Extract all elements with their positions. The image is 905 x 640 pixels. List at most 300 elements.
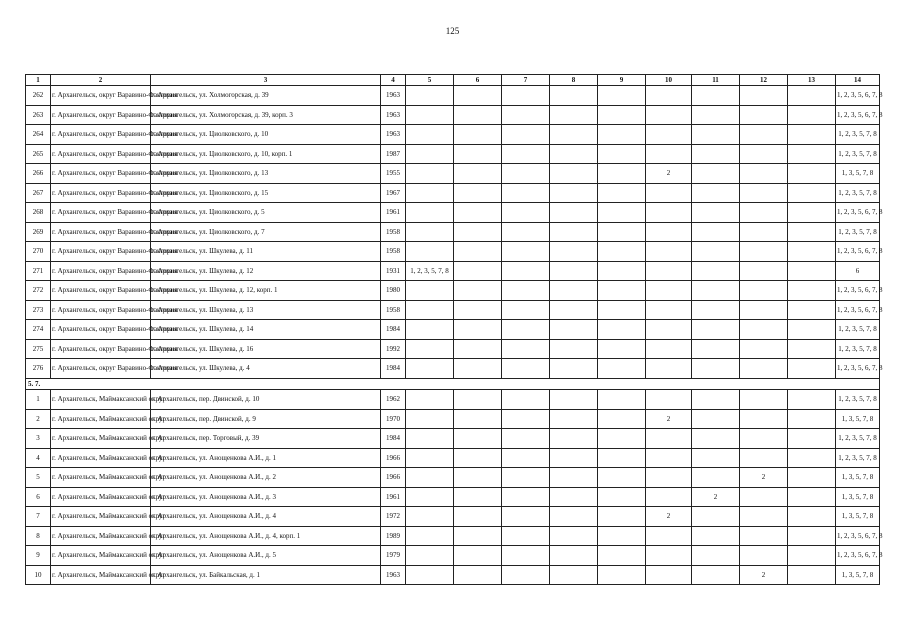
col8-cell <box>550 359 598 379</box>
row-number: 268 <box>26 203 51 223</box>
col12-cell <box>740 86 788 106</box>
col11-cell <box>692 281 740 301</box>
col5-cell <box>406 546 454 566</box>
col12-cell: 2 <box>740 565 788 585</box>
col9-cell <box>598 281 646 301</box>
col11-cell <box>692 526 740 546</box>
col10-cell <box>646 105 692 125</box>
col5-cell <box>406 429 454 449</box>
address-cell: г. Архангельск, ул. Холмогорская, д. 39, корп. 3 <box>151 105 381 125</box>
col6-cell <box>454 507 502 527</box>
table-row <box>26 105 880 125</box>
col8-cell <box>550 261 598 281</box>
col14-cell: 1, 2, 3, 5, 7, 8 <box>836 144 880 164</box>
col6-cell <box>454 339 502 359</box>
table-row <box>26 507 880 527</box>
col10-cell: 2 <box>646 164 692 184</box>
col14-cell: 1, 3, 5, 7, 8 <box>836 487 880 507</box>
col9-cell <box>598 300 646 320</box>
col11-cell <box>692 390 740 410</box>
col5-cell <box>406 359 454 379</box>
col12-cell <box>740 320 788 340</box>
col9-cell <box>598 203 646 223</box>
table-row <box>26 144 880 164</box>
col9-cell <box>598 565 646 585</box>
col8-cell <box>550 281 598 301</box>
col6-cell <box>454 526 502 546</box>
col11-cell <box>692 468 740 488</box>
col14-cell: 1, 2, 3, 5, 7, 8 <box>836 390 880 410</box>
col11-cell <box>692 320 740 340</box>
col10-cell <box>646 86 692 106</box>
col8-cell <box>550 320 598 340</box>
col6-cell <box>454 86 502 106</box>
col-header: 10 <box>646 75 692 86</box>
col-header: 11 <box>692 75 740 86</box>
table-row <box>26 339 880 359</box>
col7-cell <box>502 390 550 410</box>
year-cell: 1980 <box>381 281 406 301</box>
col9-cell <box>598 320 646 340</box>
header-row <box>26 75 880 86</box>
col13-cell <box>788 468 836 488</box>
col-header: 1 <box>26 75 51 86</box>
district-cell: г. Архангельск, Маймаксанский округ <box>51 409 151 429</box>
col14-cell: 6 <box>836 261 880 281</box>
col6-cell <box>454 164 502 184</box>
address-cell: г. Архангельск, ул. Анощенкова А.И., д. 1 <box>151 448 381 468</box>
col9-cell <box>598 390 646 410</box>
col5-cell <box>406 526 454 546</box>
district-cell: г. Архангельск, округ Варавино-Фактория <box>51 183 151 203</box>
year-cell: 1989 <box>381 526 406 546</box>
col13-cell <box>788 409 836 429</box>
year-cell: 1961 <box>381 203 406 223</box>
col8-cell <box>550 183 598 203</box>
col9-cell <box>598 468 646 488</box>
col5-cell <box>406 468 454 488</box>
year-cell: 1931 <box>381 261 406 281</box>
address-cell: г. Архангельск, пер. Двинской, д. 10 <box>151 390 381 410</box>
col11-cell <box>692 565 740 585</box>
col6-cell <box>454 281 502 301</box>
col5-cell <box>406 105 454 125</box>
table-row <box>26 546 880 566</box>
col8-cell <box>550 86 598 106</box>
col12-cell <box>740 105 788 125</box>
col12-cell <box>740 164 788 184</box>
col6-cell <box>454 409 502 429</box>
col8-cell <box>550 526 598 546</box>
district-cell: г. Архангельск, округ Варавино-Фактория <box>51 320 151 340</box>
table-row <box>26 242 880 262</box>
col8-cell <box>550 164 598 184</box>
col8-cell <box>550 565 598 585</box>
district-cell: г. Архангельск, Маймаксанский округ <box>51 468 151 488</box>
row-number: 267 <box>26 183 51 203</box>
col11-cell <box>692 164 740 184</box>
col5-cell <box>406 390 454 410</box>
col12-cell <box>740 261 788 281</box>
row-number: 274 <box>26 320 51 340</box>
col11-cell <box>692 339 740 359</box>
section-row <box>26 378 880 390</box>
address-cell: г. Архангельск, ул. Анощенкова А.И., д. 5 <box>151 546 381 566</box>
district-cell: г. Архангельск, Маймаксанский округ <box>51 448 151 468</box>
col10-cell <box>646 526 692 546</box>
col11-cell <box>692 183 740 203</box>
col11-cell: 2 <box>692 487 740 507</box>
year-cell: 1984 <box>381 320 406 340</box>
col7-cell <box>502 429 550 449</box>
col6-cell <box>454 144 502 164</box>
col7-cell <box>502 359 550 379</box>
col13-cell <box>788 546 836 566</box>
col8-cell <box>550 203 598 223</box>
col6-cell <box>454 359 502 379</box>
address-cell: г. Архангельск, ул. Циолковского, д. 10, корп. 1 <box>151 144 381 164</box>
address-cell: г. Архангельск, ул. Шкулева, д. 12 <box>151 261 381 281</box>
col14-cell: 1, 2, 3, 5, 6, 7, 8 <box>836 300 880 320</box>
col13-cell <box>788 359 836 379</box>
year-cell: 1966 <box>381 468 406 488</box>
year-cell: 1992 <box>381 339 406 359</box>
col10-cell <box>646 125 692 145</box>
col11-cell <box>692 359 740 379</box>
col12-cell <box>740 281 788 301</box>
col8-cell <box>550 390 598 410</box>
col12-cell <box>740 390 788 410</box>
col5-cell <box>406 164 454 184</box>
col10-cell <box>646 203 692 223</box>
col13-cell <box>788 105 836 125</box>
col12-cell <box>740 242 788 262</box>
col-header: 6 <box>454 75 502 86</box>
col14-cell: 1, 2, 3, 5, 7, 8 <box>836 429 880 449</box>
col11-cell <box>692 222 740 242</box>
address-cell: г. Архангельск, ул. Шкулева, д. 4 <box>151 359 381 379</box>
row-number: 262 <box>26 86 51 106</box>
col11-cell <box>692 507 740 527</box>
col14-cell: 1, 2, 3, 5, 6, 7, 8 <box>836 242 880 262</box>
col5-cell <box>406 144 454 164</box>
col9-cell <box>598 487 646 507</box>
address-cell: г. Архангельск, пер. Торговый, д. 39 <box>151 429 381 449</box>
col6-cell <box>454 546 502 566</box>
col9-cell <box>598 242 646 262</box>
col5-cell <box>406 507 454 527</box>
col5-cell <box>406 320 454 340</box>
col7-cell <box>502 409 550 429</box>
col11-cell <box>692 429 740 449</box>
row-number: 2 <box>26 409 51 429</box>
col7-cell <box>502 261 550 281</box>
address-cell: г. Архангельск, ул. Шкулева, д. 12, корп. 1 <box>151 281 381 301</box>
col8-cell <box>550 222 598 242</box>
row-number: 273 <box>26 300 51 320</box>
col14-cell: 1, 2, 3, 5, 6, 7, 8 <box>836 203 880 223</box>
table-row <box>26 390 880 410</box>
col6-cell <box>454 183 502 203</box>
year-cell: 1963 <box>381 125 406 145</box>
col9-cell <box>598 183 646 203</box>
col9-cell <box>598 86 646 106</box>
address-cell: г. Архангельск, ул. Шкулева, д. 14 <box>151 320 381 340</box>
row-number: 276 <box>26 359 51 379</box>
row-number: 7 <box>26 507 51 527</box>
year-cell: 1958 <box>381 222 406 242</box>
col8-cell <box>550 409 598 429</box>
col10-cell <box>646 359 692 379</box>
row-number: 266 <box>26 164 51 184</box>
col9-cell <box>598 105 646 125</box>
col6-cell <box>454 242 502 262</box>
address-cell: г. Архангельск, ул. Анощенкова А.И., д. 4 <box>151 507 381 527</box>
col13-cell <box>788 222 836 242</box>
district-cell: г. Архангельск, Маймаксанский округ <box>51 390 151 410</box>
col5-cell <box>406 300 454 320</box>
col5-cell: 1, 2, 3, 5, 7, 8 <box>406 261 454 281</box>
row-number: 269 <box>26 222 51 242</box>
col13-cell <box>788 164 836 184</box>
table-row <box>26 468 880 488</box>
col6-cell <box>454 448 502 468</box>
col-header: 14 <box>836 75 880 86</box>
table-row <box>26 429 880 449</box>
col9-cell <box>598 409 646 429</box>
col12-cell <box>740 339 788 359</box>
address-cell: г. Архангельск, ул. Шкулева, д. 13 <box>151 300 381 320</box>
address-cell: г. Архангельск, ул. Анощенкова А.И., д. 3 <box>151 487 381 507</box>
year-cell: 1963 <box>381 565 406 585</box>
col8-cell <box>550 339 598 359</box>
col7-cell <box>502 339 550 359</box>
col5-cell <box>406 487 454 507</box>
col10-cell: 2 <box>646 409 692 429</box>
table-row <box>26 300 880 320</box>
table-row <box>26 261 880 281</box>
col10-cell <box>646 546 692 566</box>
year-cell: 1958 <box>381 300 406 320</box>
col5-cell <box>406 409 454 429</box>
district-cell: г. Архангельск, округ Варавино-Фактория <box>51 222 151 242</box>
col12-cell <box>740 526 788 546</box>
col12-cell <box>740 409 788 429</box>
col11-cell <box>692 261 740 281</box>
col9-cell <box>598 359 646 379</box>
col-header: 5 <box>406 75 454 86</box>
col13-cell <box>788 242 836 262</box>
col6-cell <box>454 300 502 320</box>
row-number: 10 <box>26 565 51 585</box>
row-number: 9 <box>26 546 51 566</box>
district-cell: г. Архангельск, округ Варавино-Фактория <box>51 339 151 359</box>
col14-cell: 1, 2, 3, 5, 6, 7, 8 <box>836 86 880 106</box>
address-cell: г. Архангельск, ул. Шкулева, д. 11 <box>151 242 381 262</box>
col9-cell <box>598 507 646 527</box>
col5-cell <box>406 448 454 468</box>
district-cell: г. Архангельск, округ Варавино-Фактория <box>51 203 151 223</box>
col5-cell <box>406 339 454 359</box>
col6-cell <box>454 125 502 145</box>
table-row <box>26 281 880 301</box>
row-number: 3 <box>26 429 51 449</box>
col11-cell <box>692 448 740 468</box>
address-cell: г. Архангельск, ул. Холмогорская, д. 39 <box>151 86 381 106</box>
col5-cell <box>406 183 454 203</box>
col8-cell <box>550 105 598 125</box>
col5-cell <box>406 565 454 585</box>
col6-cell <box>454 565 502 585</box>
year-cell: 1970 <box>381 409 406 429</box>
table-row <box>26 320 880 340</box>
year-cell: 1958 <box>381 242 406 262</box>
col7-cell <box>502 183 550 203</box>
address-cell: г. Архангельск, ул. Циолковского, д. 7 <box>151 222 381 242</box>
district-cell: г. Архангельск, округ Варавино-Фактория <box>51 261 151 281</box>
col13-cell <box>788 448 836 468</box>
col13-cell <box>788 487 836 507</box>
col-header: 7 <box>502 75 550 86</box>
col12-cell <box>740 203 788 223</box>
district-cell: г. Архангельск, округ Варавино-Фактория <box>51 300 151 320</box>
district-cell: г. Архангельск, округ Варавино-Фактория <box>51 242 151 262</box>
col13-cell <box>788 86 836 106</box>
col9-cell <box>598 144 646 164</box>
col12-cell <box>740 507 788 527</box>
col7-cell <box>502 320 550 340</box>
col7-cell <box>502 105 550 125</box>
col7-cell <box>502 565 550 585</box>
col11-cell <box>692 105 740 125</box>
col13-cell <box>788 281 836 301</box>
table-row <box>26 203 880 223</box>
col13-cell <box>788 429 836 449</box>
year-cell: 1984 <box>381 429 406 449</box>
table-row <box>26 487 880 507</box>
housing-registry-table <box>25 74 883 585</box>
col-header: 13 <box>788 75 836 86</box>
col14-cell: 1, 2, 3, 5, 7, 8 <box>836 222 880 242</box>
col14-cell: 1, 3, 5, 7, 8 <box>836 565 880 585</box>
col7-cell <box>502 203 550 223</box>
col10-cell <box>646 339 692 359</box>
col9-cell <box>598 261 646 281</box>
col12-cell <box>740 300 788 320</box>
district-cell: г. Архангельск, Маймаксанский округ <box>51 546 151 566</box>
year-cell: 1963 <box>381 86 406 106</box>
col8-cell <box>550 144 598 164</box>
col12-cell <box>740 359 788 379</box>
col12-cell <box>740 487 788 507</box>
col10-cell <box>646 487 692 507</box>
col14-cell: 1, 2, 3, 5, 7, 8 <box>836 125 880 145</box>
col12-cell <box>740 144 788 164</box>
address-cell: г. Архангельск, ул. Циолковского, д. 13 <box>151 164 381 184</box>
district-cell: г. Архангельск, округ Варавино-Фактория <box>51 144 151 164</box>
row-number: 8 <box>26 526 51 546</box>
col8-cell <box>550 468 598 488</box>
col11-cell <box>692 300 740 320</box>
col9-cell <box>598 448 646 468</box>
district-cell: г. Архангельск, Маймаксанский округ <box>51 507 151 527</box>
col5-cell <box>406 242 454 262</box>
col12-cell <box>740 448 788 468</box>
district-cell: г. Архангельск, округ Варавино-Фактория <box>51 359 151 379</box>
col7-cell <box>502 222 550 242</box>
col11-cell <box>692 409 740 429</box>
table-row <box>26 448 880 468</box>
year-cell: 1963 <box>381 105 406 125</box>
address-cell: г. Архангельск, пер. Двинской, д. 9 <box>151 409 381 429</box>
col5-cell <box>406 203 454 223</box>
col11-cell <box>692 86 740 106</box>
col6-cell <box>454 487 502 507</box>
col7-cell <box>502 546 550 566</box>
col6-cell <box>454 105 502 125</box>
district-cell: г. Архангельск, округ Варавино-Фактория <box>51 281 151 301</box>
col7-cell <box>502 300 550 320</box>
col12-cell <box>740 222 788 242</box>
col12-cell <box>740 546 788 566</box>
table-row <box>26 565 880 585</box>
col14-cell: 1, 2, 3, 5, 7, 8 <box>836 183 880 203</box>
section-label: 5. 7. <box>26 378 880 390</box>
col9-cell <box>598 164 646 184</box>
col13-cell <box>788 203 836 223</box>
col8-cell <box>550 300 598 320</box>
year-cell: 1955 <box>381 164 406 184</box>
row-number: 263 <box>26 105 51 125</box>
col14-cell: 1, 2, 3, 5, 6, 7, 8 <box>836 546 880 566</box>
col10-cell <box>646 144 692 164</box>
col13-cell <box>788 144 836 164</box>
col10-cell <box>646 468 692 488</box>
table-row <box>26 526 880 546</box>
col14-cell: 1, 2, 3, 5, 7, 8 <box>836 320 880 340</box>
row-number: 264 <box>26 125 51 145</box>
col6-cell <box>454 429 502 449</box>
col12-cell <box>740 183 788 203</box>
col13-cell <box>788 183 836 203</box>
col7-cell <box>502 281 550 301</box>
col7-cell <box>502 86 550 106</box>
page-number: 125 <box>445 26 460 36</box>
col14-cell: 1, 2, 3, 5, 6, 7, 8 <box>836 526 880 546</box>
col5-cell <box>406 125 454 145</box>
col7-cell <box>502 125 550 145</box>
table-row <box>26 125 880 145</box>
district-cell: г. Архангельск, Маймаксанский округ <box>51 487 151 507</box>
col10-cell <box>646 565 692 585</box>
col-header: 8 <box>550 75 598 86</box>
col9-cell <box>598 526 646 546</box>
col10-cell <box>646 320 692 340</box>
col-header: 3 <box>151 75 381 86</box>
year-cell: 1967 <box>381 183 406 203</box>
col6-cell <box>454 390 502 410</box>
row-number: 4 <box>26 448 51 468</box>
col6-cell <box>454 222 502 242</box>
col8-cell <box>550 429 598 449</box>
col14-cell: 1, 2, 3, 5, 7, 8 <box>836 339 880 359</box>
col14-cell: 1, 3, 5, 7, 8 <box>836 409 880 429</box>
table-row <box>26 359 880 379</box>
col8-cell <box>550 125 598 145</box>
col7-cell <box>502 164 550 184</box>
row-number: 265 <box>26 144 51 164</box>
year-cell: 1966 <box>381 448 406 468</box>
